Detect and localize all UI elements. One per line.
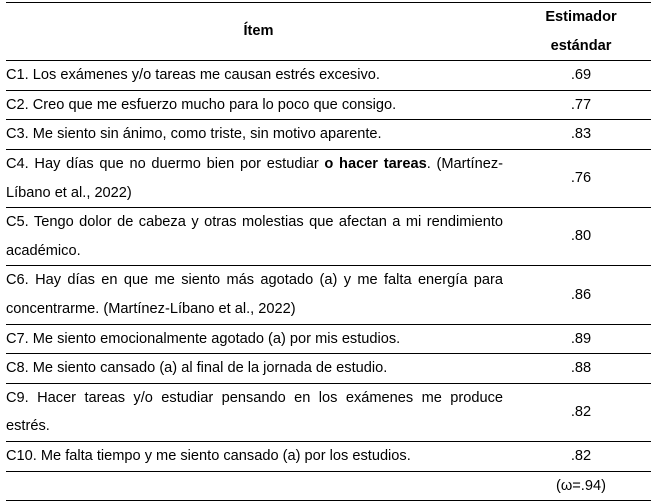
table-row: [6, 120, 651, 150]
item-text-part: . (Martínez-Líbano et al., 2022): [6, 155, 503, 201]
table-row: [6, 61, 651, 91]
footer-empty-cell: [6, 471, 511, 501]
table-row: [6, 383, 651, 441]
estimator-value: .86: [570, 286, 592, 303]
item-text: C3. Me siento sin ánimo, como triste, sin motivo aparente.: [6, 126, 382, 143]
item-text: C6. Hay días en que me siento más agotado (a) y me falta energía para concentrarme. (Martínez-Líbano et al., 2022): [6, 272, 503, 317]
table-row: [6, 354, 651, 384]
estimator-value: .82: [570, 404, 592, 421]
item-text: C8. Me siento cansado (a) al final de la jornada de estudio.: [6, 360, 388, 377]
estimator-value: .76: [570, 170, 592, 187]
item-text-part: C4. Hay días que no duermo bien por estudiar: [6, 155, 325, 172]
item-text: C7. Me siento emocionalmente agotado (a) por mis estudios.: [6, 330, 401, 347]
table-row: [6, 90, 651, 120]
table-footer-row: [6, 471, 651, 501]
estimator-value: .83: [570, 126, 592, 143]
item-column-header: Ítem: [243, 23, 274, 40]
estimator-value: .77: [570, 96, 592, 113]
table-row: [6, 208, 651, 266]
table-row: [6, 149, 651, 207]
estimator-value: .69: [570, 67, 592, 84]
table-header-row: [6, 3, 651, 61]
estimator-column-header: [511, 3, 651, 61]
table-row: [6, 441, 651, 471]
estimator-header-line2: estándar: [550, 37, 612, 54]
item-text: C5. Tengo dolor de cabeza y otras molestias que afectan a mi rendimiento académico.: [6, 214, 503, 259]
table-row: [6, 266, 651, 324]
table-row: [6, 324, 651, 354]
estimator-header-line1: Estimador: [545, 9, 617, 25]
item-text: C1. Los exámenes y/o tareas me causan estrés excesivo.: [6, 67, 380, 84]
omega-value: (ω=.94): [556, 477, 606, 494]
item-text-bold-part: o hacer tareas: [324, 155, 427, 172]
item-text: C2. Creo que me esfuerzo mucho para lo poco que consigo.: [6, 96, 397, 113]
estimator-value: .82: [570, 447, 592, 464]
estimator-value: .88: [570, 360, 592, 377]
item-text: C9. Hacer tareas y/o estudiar pensando en los exámenes me produce estrés.: [6, 389, 503, 435]
estimator-value: .89: [570, 330, 592, 347]
estimator-value: .80: [570, 228, 592, 245]
item-text: [6, 149, 511, 207]
item-estimator-table: [6, 2, 651, 501]
item-text: C10. Me falta tiempo y me siento cansado (a) por los estudios.: [6, 447, 411, 464]
